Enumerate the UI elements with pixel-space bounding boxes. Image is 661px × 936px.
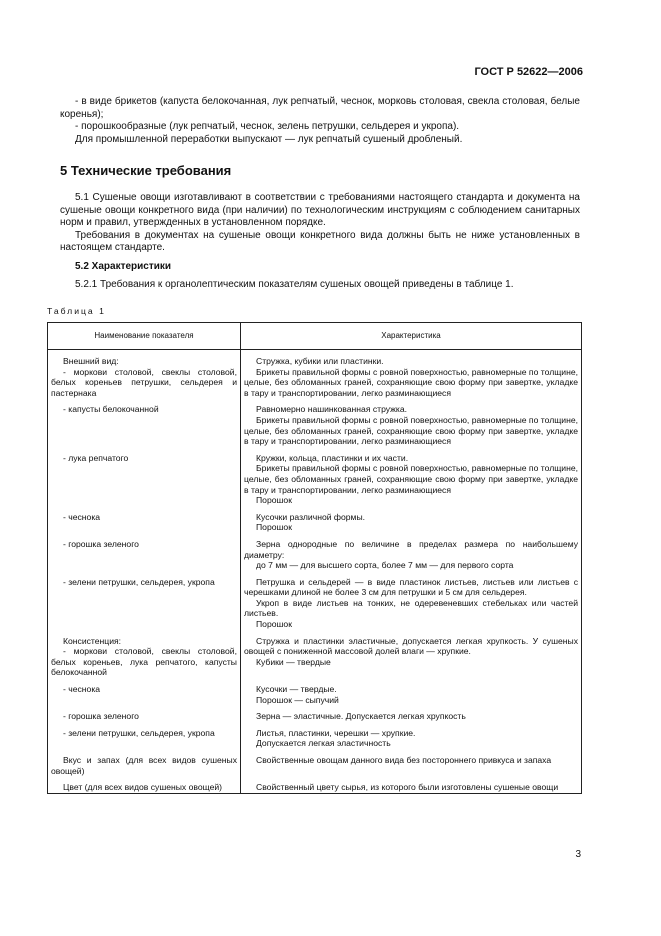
standard-header: ГОСТ Р 52622—2006 [474,66,583,78]
table-row [48,447,582,506]
indicator-cell [48,447,241,506]
characteristic-cell [241,749,582,776]
table-row [48,678,582,705]
section-5-2-title: 5.2 Характеристики [75,260,172,272]
section-5-text [60,192,580,291]
characteristic-text: Допускается легкая эластичность [256,738,391,749]
characteristic-text: Брикеты правильной формы с ровной поверхностью, равномерные по толщине, целые, без обломанных граней, сохраняющие свою форму при завертке, укладке в тару и транспортировании, легко разминающиеся [244,366,578,398]
indicator-text: - зелени петрушки, сельдерея, укропа [63,576,215,587]
indicator-text: Цвет (для всех видов сушеных овощей) [63,782,223,793]
characteristic-text: Брикеты правильной формы с ровной поверхностью, равномерные по толщине, целые, без обломанных граней, сохраняющие свою форму при завертке, укладке в тару и транспортировании, легко разминающиеся [244,414,578,447]
intro-paragraph-1: - в виде брикетов (капуста белокочанная, лук репчатый, чеснок, морковь столовая, свекла столовая, белые коренья); [60,96,580,120]
indicator-cell [48,630,241,678]
table-row [48,350,582,399]
indicator-text: - лука репчатого [63,452,129,463]
indicator-cell [48,533,241,571]
indicator-cell [48,678,241,705]
section-5-1-note: Требования в документах на сушеные овощи конкретного вида должны быть не ниже установленных в настоящем стандарте. [60,229,580,254]
indicator-text: - моркови столовой, свеклы столовой, белых кореньев петрушки, сельдерея и пастернака [51,366,237,398]
characteristic-text: Свойственные овощам данного вида без постороннего привкуса и запаха [256,755,552,765]
characteristic-text: до 7 мм — для высшего сорта, более 7 мм — для первого сорта [256,560,514,571]
section-5-1: 5.1 Сушеные овощи изготавливают в соответствии с требованиями настоящего стандарта и документа на сушеные овощи конкретного вида (при наличии) по технологическим инструкциям с соблюдением санитарных норм и правил, утвержденных в установленном порядке. [60,192,580,229]
page-number: 3 [575,849,581,860]
indicator-text: - капусты белокочанной [63,404,159,415]
characteristic-text: Петрушка и сельдерей — в виде пластинок листьев, листьев или листьев с черешками длиной не более 3 см для петрушки и 5 см для сельдерея. [244,576,578,598]
characteristic-cell [241,447,582,506]
indicator-text: - чеснока [63,684,101,695]
table-row [48,705,582,722]
table-caption: Таблица 1 [47,306,106,316]
table-row [48,722,582,749]
characteristic-cell [241,398,582,446]
characteristic-text: Кубики — твердые [256,656,331,667]
section-5-title: 5 Технические требования [60,163,232,178]
indicator-cell [48,571,241,630]
characteristic-text: Стружка, кубики или пластинки. [256,356,384,366]
intro-paragraph-3: Для промышленной переработки выпускают — лук репчатый сушеный дробленый. [75,133,463,145]
characteristic-text: Брикеты правильной формы с ровной поверхностью, равномерные по толщине, целые, без обломанных граней, сохраняющие свою форму при завертке, укладке в тару и транспортировании, легко разминающиеся [244,463,578,495]
characteristic-cell [241,350,582,399]
characteristic-text: Порошок [256,619,292,630]
indicator-text: Консистенция: [63,635,122,646]
table-row [48,749,582,776]
characteristic-cell [241,705,582,722]
indicator-cell [48,398,241,446]
characteristic-text: Свойственный цвету сырья, из которого были изготовлены сушеные овощи [256,782,559,793]
column-header-indicator: Наименование показателя [48,323,241,350]
characteristic-text: Равномерно нашинкованная стружка. [256,404,408,415]
indicator-text: - горошка зеленого [63,711,139,722]
indicator-text: - чеснока [63,511,101,522]
indicator-text: - горошка зеленого [63,538,139,549]
table-row [48,398,582,446]
characteristic-text: Кружки, кольца, пластинки и их части. [256,452,409,463]
characteristic-text: Порошок — сыпучий [256,694,339,705]
table-row [48,533,582,571]
indicator-cell [48,506,241,533]
characteristic-cell [241,533,582,571]
characteristic-text: Зерна — эластичные. Допускается легкая хрупкость [256,711,466,722]
section-5-2-1: 5.2.1 Требования к органолептическим показателям сушеных овощей приведены в таблице 1. [75,278,514,290]
indicator-text: - моркови столовой, свеклы столовой, белых кореньев, лука репчатого, капусты белокочанной [51,646,237,678]
characteristic-cell [241,630,582,678]
characteristic-cell [241,678,582,705]
indicator-text: - зелени петрушки, сельдерея, укропа [63,727,215,738]
indicator-cell [48,722,241,749]
table-row [48,571,582,630]
indicator-text: Внешний вид: [63,356,119,366]
organoleptic-table [47,322,582,794]
indicator-cell [48,705,241,722]
characteristic-cell [241,776,582,793]
intro-text [60,96,580,146]
characteristic-text: Порошок [256,495,292,506]
characteristic-cell [241,722,582,749]
table-row [48,776,582,793]
characteristic-cell [241,571,582,630]
indicator-cell [48,350,241,399]
table-row [48,506,582,533]
indicator-cell [48,749,241,776]
column-header-characteristic: Характеристика [241,323,582,350]
indicator-text: Вкус и запах (для всех видов сушеных овощей) [51,755,237,776]
characteristic-text: Кусочки — твердые. [256,684,337,695]
characteristic-text: Листья, пластинки, черешки — хрупкие. [256,727,416,738]
table-row [48,630,582,678]
characteristic-text: Кусочки различной формы. [256,511,366,522]
characteristic-text: Порошок [256,522,292,533]
intro-paragraph-2: - порошкообразные (лук репчатый, чеснок, зелень петрушки, сельдерея и укропа). [75,121,460,133]
table-header-row [48,323,582,350]
table-body [48,350,582,794]
characteristic-text: Зерна однородные по величине в пределах размера по наибольшему диаметру: [244,538,578,560]
characteristic-text: Укроп в виде листьев на тонких, не одеревеневших стебельках или частей листьев. [244,597,578,619]
indicator-cell [48,776,241,793]
characteristic-text: Стружка и пластинки эластичные, допускается легкая хрупкость. У сушеных овощей с пониженной массовой долей влаги — хрупкие. [244,635,578,657]
characteristic-cell [241,506,582,533]
